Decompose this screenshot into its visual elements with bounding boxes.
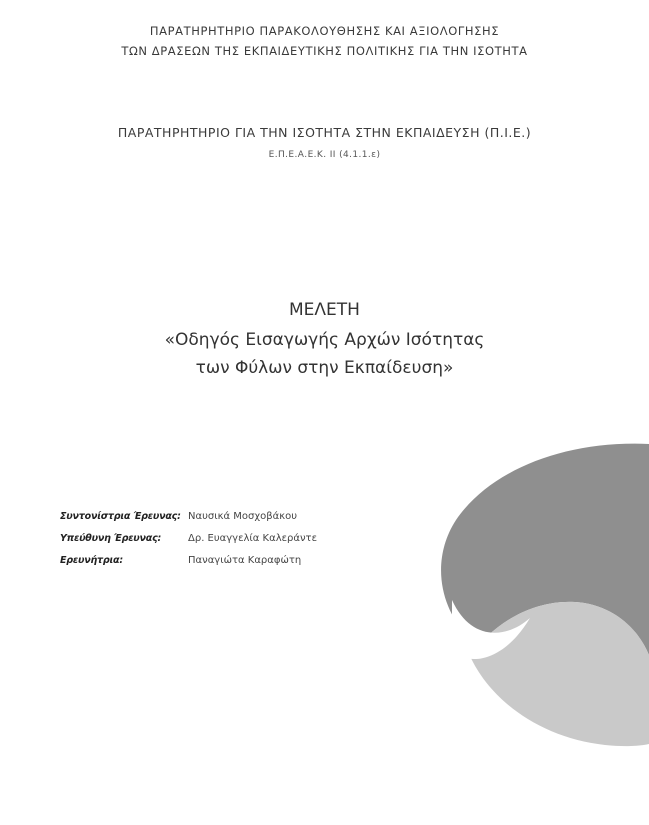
credits-block xyxy=(60,505,317,571)
credit-row-researcher xyxy=(60,549,317,571)
header-line-2: ΤΩΝ ΔΡΑΣΕΩΝ ΤΗΣ ΕΚΠΑΙΔΕΥΤΙΚΗΣ ΠΟΛΙΤΙΚΗΣ ΓΙΑ ΤΗΝ ΙΣΟΤΗΤΑ xyxy=(121,44,528,58)
credit-row-coordinator xyxy=(60,505,317,527)
credit-name: Ναυσικά Μοσχοβάκου xyxy=(188,510,297,522)
credit-name: Δρ. Ευαγγελία Καλεράντε xyxy=(188,532,317,544)
study-title-line-2: των Φύλων στην Εκπαίδευση» xyxy=(195,358,454,378)
study-title-line-1: «Οδηγός Εισαγωγής Αρχών Ισότητας xyxy=(164,330,485,350)
credit-role: Υπεύθυνη Έρευνας: xyxy=(60,532,162,544)
program-code: Ε.Π.Ε.Α.Ε.Κ. ΙΙ (4.1.1.ε) xyxy=(268,150,381,160)
header-line-1: ΠΑΡΑΤΗΡΗΤΗΡΙΟ ΠΑΡΑΚΟΛΟΥΘΗΣΗΣ ΚΑΙ ΑΞΙΟΛΟΓΗΣΗΣ xyxy=(149,24,500,38)
credit-row-lead xyxy=(60,527,317,549)
study-label: ΜΕΛΕΤΗ xyxy=(289,300,360,320)
observatory-name: ΠΑΡΑΤΗΡΗΤΗΡΙΟ ΓΙΑ ΤΗΝ ΙΣΟΤΗΤΑ ΣΤΗΝ ΕΚΠΑΙΔΕΥΣΗ (Π.Ι.Ε.) xyxy=(117,125,532,140)
credit-role: Ερευνήτρια: xyxy=(60,554,123,566)
credit-role: Συντονίστρια Έρευνας: xyxy=(60,510,181,522)
credit-name: Παναγιώτα Καραφώτη xyxy=(188,554,302,566)
